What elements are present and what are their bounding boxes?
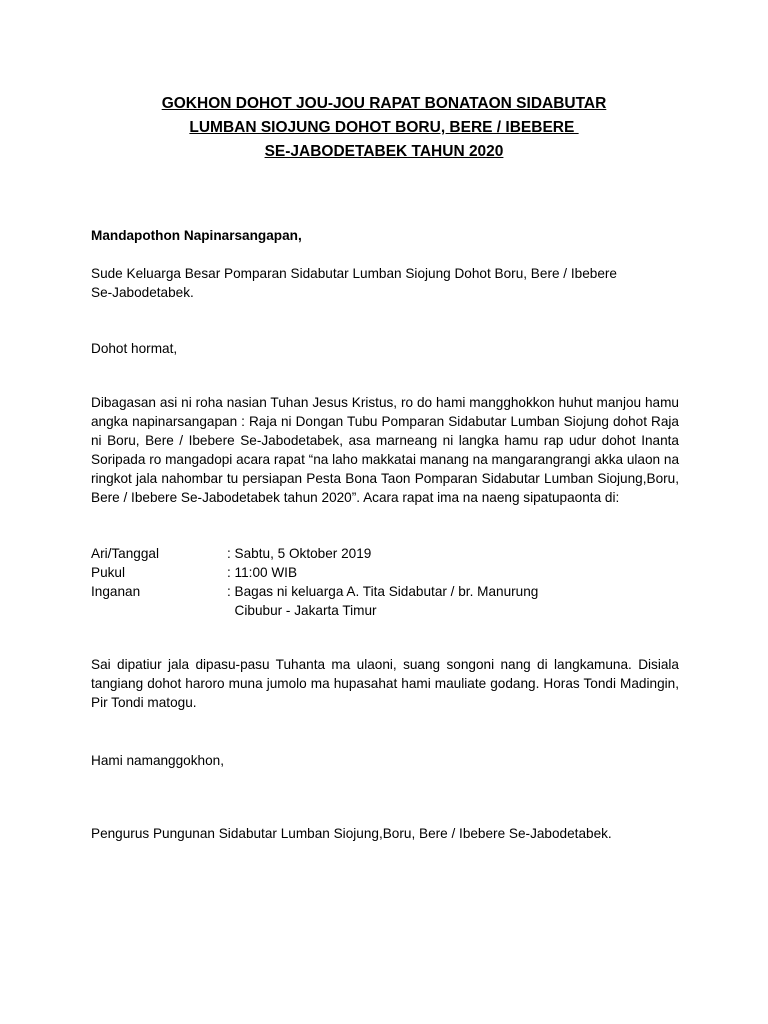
recipient-block [91,264,679,302]
greeting: Dohot hormat, [91,341,178,356]
recipient-line-2: Se-Jabodetabek. [91,285,194,300]
title-line-3: SE-JABODETABEK TAHUN 2020 [264,143,504,160]
detail-label-place: Inganan [91,584,141,599]
detail-value-place-continued: Cibubur - Jakarta Timur [227,603,377,618]
title-line-2: LUMBAN SIOJUNG DOHOT BORU, BERE / IBEBERE [189,119,579,136]
detail-value-place: : Bagas ni keluarga A. Tita Sidabutar / br. Manurung [227,584,539,599]
recipient-heading: Mandapothon Napinarsangapan, [91,228,302,243]
body-paragraph: Dibagasan asi ni roha nasian Tuhan Jesus Kristus, ro do hami mangghokkon huhut manjou hamu angka napinarsangapan : Raja ni Dongan Tubu Pomparan Sidabutar Lumban Siojung dohot Raja ni Boru, Bere / Ibebere Se-Jabodetabek, asa marneang ni langka hamu rap udur dohot Inanta Soripada ro mangadopi acara rapat “na laho makkatai manang na mangarangrangi akka ulaon na ringkot jala nahombar tu persiapan Pesta Bona Taon Pomparan Sidabutar Lumban Siojung,Boru, Bere / Ibebere Se-Jabodetabek tahun 2020”. Acara rapat ima na naeng sipatupaonta di: [91,395,679,505]
sign-off: Hami namanggokhon, [91,753,224,768]
detail-label-time: Pukul [91,565,126,580]
detail-value-time: : 11:00 WIB [227,565,298,580]
recipient-line-1: Sude Keluarga Besar Pomparan Sidabutar Lumban Siojung Dohot Boru, Bere / Ibebere [91,266,617,281]
closing-paragraph: Sai dipatiur jala dipasu-pasu Tuhanta ma ulaoni, suang songoni nang di langkamuna. Disiala tangiang dohot haroro muna jumolo ma hupasahat hami mauliate godang. Horas Tondi Madingin, Pir Tondi matogu. [91,657,679,710]
detail-value-date: : Sabtu, 5 Oktober 2019 [227,546,372,561]
title-line-1: GOKHON DOHOT JOU-JOU RAPAT BONATAON SIDABUTAR [161,95,607,112]
letter-title [80,92,688,164]
signature: Pengurus Pungunan Sidabutar Lumban Siojung,Boru, Bere / Ibebere Se-Jabodetabek. [91,826,612,841]
detail-label-date: Ari/Tanggal [91,546,160,561]
